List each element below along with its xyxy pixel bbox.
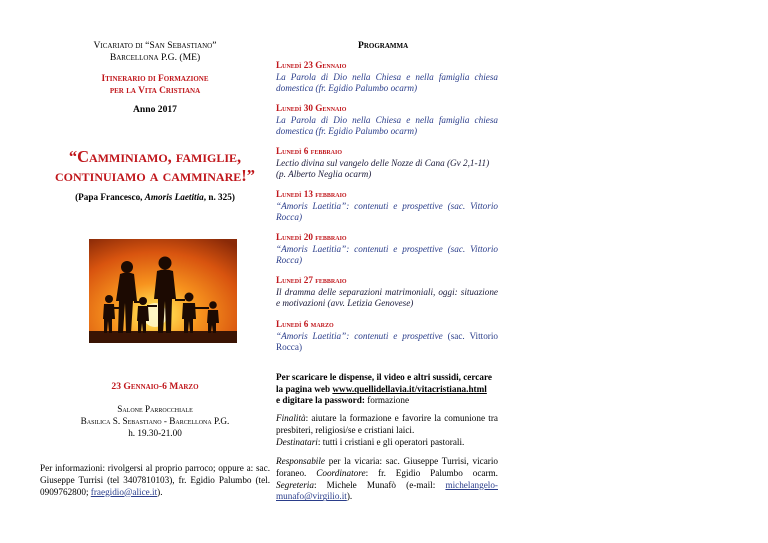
event-date: Lunedì 6 marzo <box>276 319 334 329</box>
responsabile-label: Responsabile <box>276 456 325 466</box>
event-title: Lectio divina sul vangelo delle Nozze di Cana (Gv 2,1-11) <box>276 157 490 168</box>
programma-event <box>276 275 498 310</box>
programma-event <box>276 103 498 138</box>
responsabile-text: per la vicaria: sac. Giuseppe Turrisi, vicario foraneo. <box>276 456 498 478</box>
itinerario-heading <box>40 74 270 97</box>
event-title: “Amoris Laetitia”: contenuti e prospettive (sac. Vittorio Rocca) <box>276 200 498 223</box>
event-title: La Parola di Dio nella Chiesa e nella famiglia chiesa domestica (fr. Egidio Palumbo ocarm) <box>276 71 498 94</box>
motto-line2: continuiamo a camminare!” <box>55 166 255 185</box>
citazione-pre: (Papa Francesco, <box>75 192 145 202</box>
email-link-fraegidio[interactable]: fraegidio@alice.it <box>90 486 158 497</box>
event-date: Lunedì 20 febbraio <box>276 232 347 242</box>
citazione <box>30 192 280 202</box>
password-value: formazione <box>367 395 410 406</box>
event-date: Lunedì 30 Gennaio <box>276 103 347 113</box>
sede-line2: Basilica S. Sebastiano - Barcellona P.G. <box>80 415 230 426</box>
event-title-text: “Amoris Laetitia”: contenuti e prospettive <box>276 330 443 341</box>
coordinatore-text: : fr. Egidio Palumbo ocarm. <box>365 467 498 478</box>
motto-title <box>30 147 280 185</box>
vicariato-header <box>40 40 270 63</box>
segreteria-text: : Michele Munafò (e-mail: <box>313 479 446 490</box>
finalita-text: : aiutare la formazione e favorire la comunione tra presbiteri, religiosi/se e cristiani laici. <box>276 413 498 435</box>
destinatari-text: : tutti i cristiani e gli operatori pastorali. <box>317 436 465 447</box>
orario: h. 19.30-21.00 <box>128 427 182 438</box>
sede-line1: Salone Parrocchiale <box>117 404 193 414</box>
programma-event <box>276 232 498 267</box>
dispense-info <box>276 372 498 407</box>
programma-event <box>276 146 498 181</box>
finalita-label: Finalità <box>276 413 306 423</box>
informazioni-end: ). <box>157 486 163 497</box>
dispense-line1: Per scaricare le dispense, il video e altri sussidi, cercare la pagina web <box>276 372 492 394</box>
citazione-post: , n. 325) <box>203 192 235 202</box>
itinerario-line2: per la Vita Cristiana <box>109 85 201 96</box>
programma-event <box>276 60 498 95</box>
event-date: Lunedì 23 Gennaio <box>276 60 347 70</box>
event-date: Lunedì 13 febbraio <box>276 189 347 199</box>
event-title: Il dramma delle separazioni matrimoniali, oggi: situazione e motivazioni (avv. Letizia Genovese) <box>276 286 498 309</box>
event-date: Lunedì 6 febbraio <box>276 146 342 156</box>
itinerario-line1: Itinerario di Formazione <box>101 74 209 84</box>
event-speaker: (sac. Vittorio Rocca) <box>276 330 498 353</box>
programma-event <box>276 319 498 354</box>
anno-label: Anno 2017 <box>133 104 177 115</box>
programma-title: Programma <box>358 40 409 51</box>
finalita-info <box>276 413 498 448</box>
coordinatore-label: Coordinatore <box>316 467 366 478</box>
informazioni <box>40 463 270 498</box>
event-title <box>276 331 498 354</box>
event-title: La Parola di Dio nella Chiesa e nella famiglia chiesa domestica (fr. Egidio Palumbo ocarm) <box>276 114 498 137</box>
motto-line1: “Camminiamo, famiglie, <box>68 147 242 166</box>
event-title: “Amoris Laetitia”: contenuti e prospettive (sac. Vittorio Rocca) <box>276 243 498 266</box>
vicariato-line2: Barcellona P.G. (ME) <box>109 51 201 63</box>
website-link[interactable]: www.quellidellavia.it/vitacristiana.html <box>332 383 487 394</box>
email-link-munafo[interactable]: michelangelo-munafo@virgilio.it <box>276 479 498 502</box>
event-speaker: (p. Alberto Neglia ocarm) <box>276 169 372 180</box>
date-range: 23 Gennaio-6 Marzo <box>111 381 199 392</box>
programma-event <box>276 189 498 224</box>
event-date: Lunedì 27 febbraio <box>276 275 347 285</box>
destinatari-label: Destinatari <box>276 436 318 447</box>
segreteria-end: ). <box>346 491 353 502</box>
vicariato-line1: Vicariato di “San Sebastiano” <box>93 40 217 51</box>
informazioni-text: Per informazioni: rivolgersi al proprio parroco; oppure a: sac. Giuseppe Turrisi (tel 3407810103), fr. Egidio Palumbo (tel. 0909762800; <box>40 463 270 497</box>
segreteria-label: Segreteria <box>276 479 314 490</box>
responsabile-info <box>276 456 498 503</box>
family-sunset-photo <box>89 239 237 343</box>
sede-info <box>40 404 270 439</box>
dispense-line2: e digitare la password: <box>276 395 368 406</box>
citazione-opera: Amoris Laetitia <box>144 192 204 202</box>
